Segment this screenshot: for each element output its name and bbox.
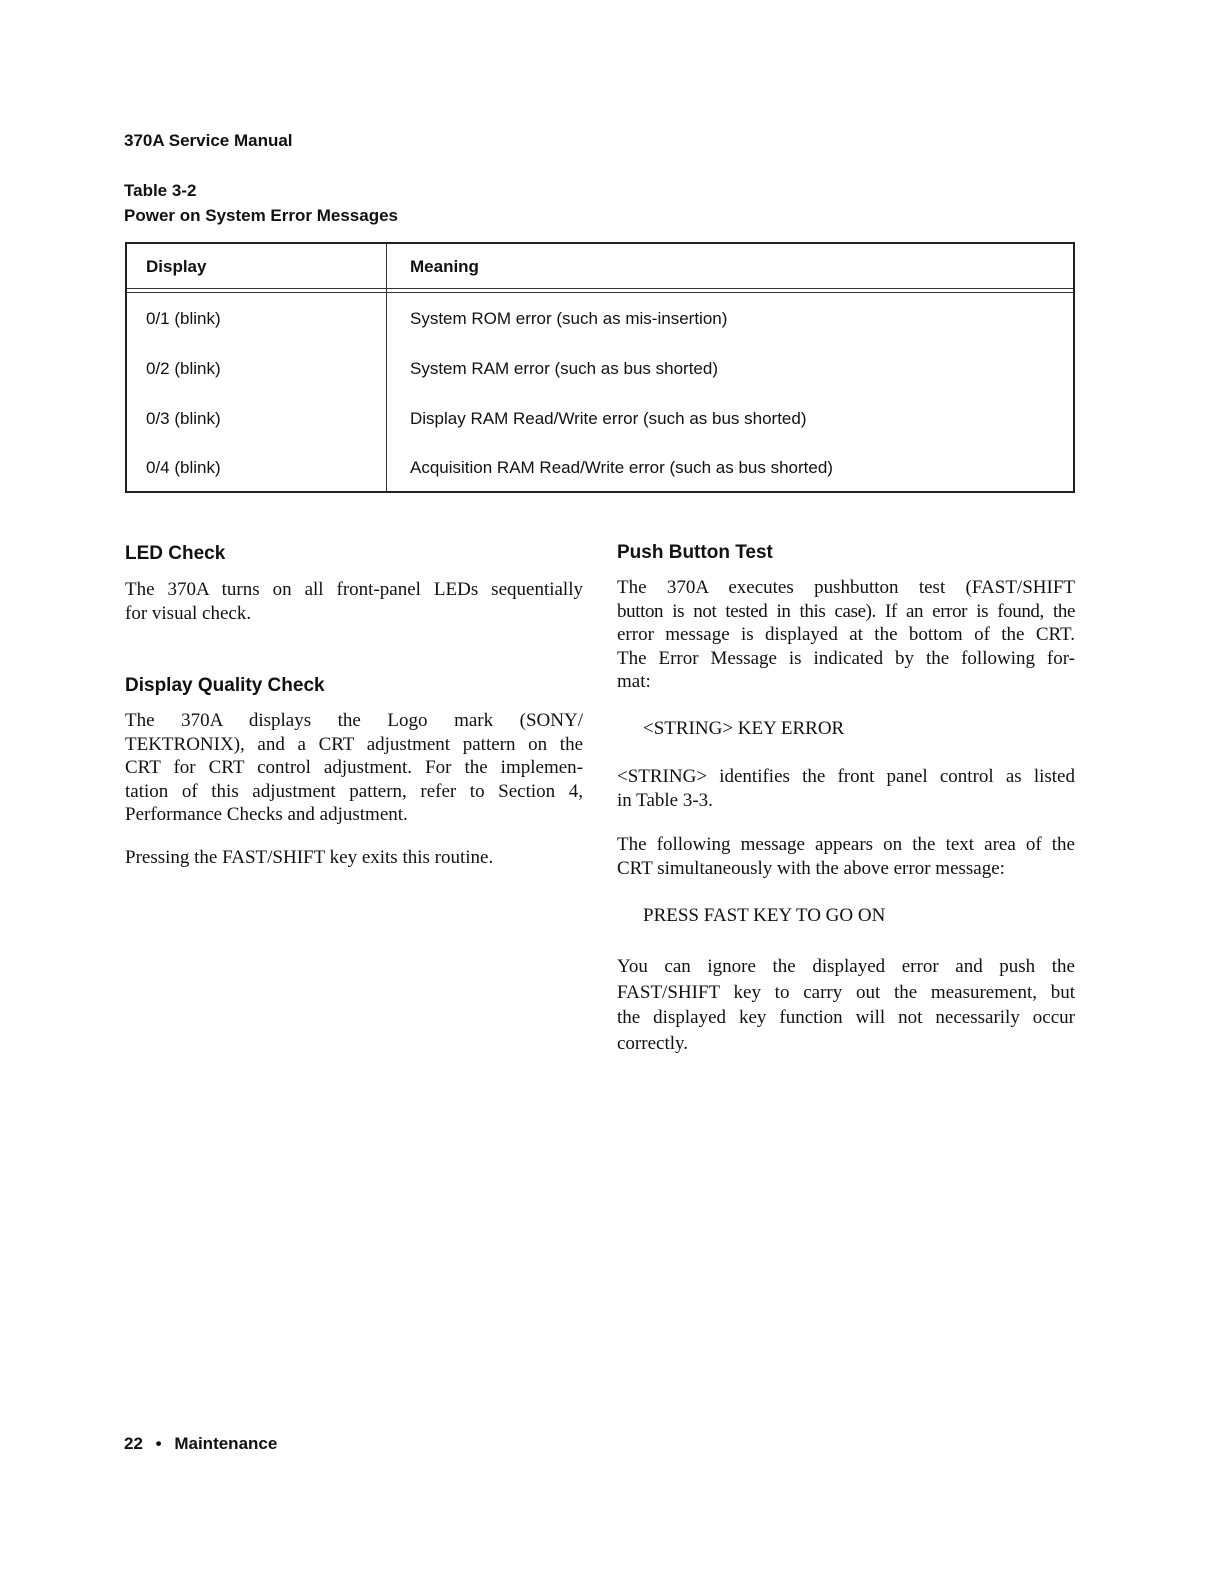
error-messages-table [125,242,1075,493]
text-line: CRT for CRT control adjustment. For the implemen- [125,757,583,778]
text-line: correctly. [617,1032,689,1054]
text-line: Pressing the FAST/SHIFT key exits this routine. [125,847,494,868]
display-quality-heading: Display Quality Check [125,675,325,696]
text-line: for visual check. [125,602,252,624]
push-button-paragraph [617,576,1075,694]
press-fast-message: PRESS FAST KEY TO GO ON [643,905,886,926]
text-line: in Table 3-3. [617,789,713,811]
running-header: 370A Service Manual [124,131,293,150]
table-title: Power on System Error Messages [124,206,399,225]
display-quality-paragraph [125,709,583,827]
text-line: The 370A turns on all front-panel LEDs sequentially [125,579,583,600]
led-check-heading: LED Check [125,543,226,564]
page-footer [124,1434,277,1454]
table-cell-display: 0/4 (blink) [146,458,221,477]
page-number: 22 [124,1434,143,1453]
led-check-paragraph [125,578,583,625]
push-button-heading: Push Button Test [617,542,773,563]
text-line: The 370A displays the Logo mark (SONY/ [125,710,583,731]
text-line: FAST/SHIFT key to carry out the measurement, but [617,981,1075,1003]
header-divider [127,288,1073,293]
string-paragraph [617,765,1075,812]
table-cell-display: 0/2 (blink) [146,359,221,378]
table-cell-display: 0/1 (blink) [146,309,221,328]
footer-bullet: • [155,1434,162,1453]
text-line: <STRING> identifies the front panel control as listed [617,766,1075,787]
table-cell-meaning: System ROM error (such as mis-insertion) [410,309,728,328]
exit-paragraph [125,846,583,870]
column-header-display: Display [146,257,207,276]
text-line: button is not tested in this case). If an error is found, the [617,600,1075,622]
text-line: error message is displayed at the bottom of the CRT. [617,624,1075,645]
text-line: TEKTRONIX), and a CRT adjustment pattern on the [125,733,583,755]
key-error-format: <STRING> KEY ERROR [643,718,845,739]
text-line: CRT simultaneously with the above error message: [617,857,1005,879]
footer-section: Maintenance [174,1434,278,1453]
table-cell-display: 0/3 (blink) [146,409,221,428]
ignore-paragraph [617,954,1075,1056]
text-line: the displayed key function will not necessarily occur [617,1007,1075,1028]
text-line: mat: [617,671,651,692]
text-line: tation of this adjustment pattern, refer to Section 4, [125,780,583,802]
text-line: You can ignore the displayed error and push the [617,956,1075,977]
text-line: The following message appears on the text area of the [617,834,1075,855]
table-cell-meaning: Display RAM Read/Write error (such as bus shorted) [410,409,807,428]
column-header-meaning: Meaning [410,257,479,276]
text-line: The 370A executes pushbutton test (FAST/SHIFT [617,577,1075,598]
table-cell-meaning: System RAM error (such as bus shorted) [410,359,718,378]
message-paragraph [617,833,1075,880]
column-divider [386,244,387,491]
text-line: The Error Message is indicated by the following for- [617,647,1075,669]
table-cell-meaning: Acquisition RAM Read/Write error (such as bus shorted) [410,458,833,477]
text-line: Performance Checks and adjustment. [125,804,408,825]
table-number: Table 3-2 [124,181,197,200]
